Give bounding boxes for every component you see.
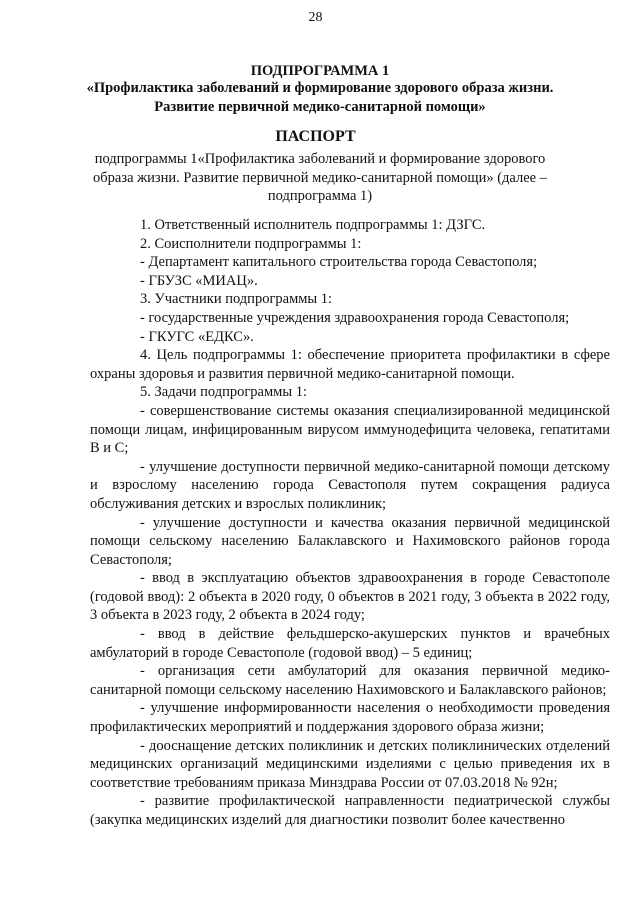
paragraph: - улучшение информированности населения о необходимости проведения профилактических мероприятий и поддержания здорового образа жизни;	[90, 700, 610, 736]
paragraph: - Департамент капитального строительства города Севастополя;	[140, 254, 538, 271]
paragraph: - улучшение доступности и качества оказания первичной медицинской помощи сельскому населению Балаклавского и Нахимовского районов города Севастополя;	[90, 514, 610, 568]
paragraph: - развитие профилактической направленности педиатрической службы (закупка медицинских изделий для диагностики позволит более качественно	[90, 793, 610, 828]
paragraph: - организация сети амбулаторий для оказания первичной медико-санитарной помощи сельскому населению Нахимовского и Балаклавского районов;	[90, 663, 610, 698]
paragraph: - ГБУЗС «МИАЦ».	[140, 272, 258, 289]
paragraph: 2. Соисполнители подпрограммы 1:	[140, 235, 362, 252]
paragraph: - ввод в эксплуатацию объектов здравоохранения в городе Севастополе (годовой ввод): 2 объекта в 2020 году, 0 объектов в 2021 году, 3 объекта в 2022 году, 3 объекта в 2023 году, 2 объекта в 2024 году;	[90, 570, 610, 624]
paragraph: 4. Цель подпрограммы 1: обеспечение приоритета профилактики в сфере охраны здоровья и развития первичной медико-санитарной помощи.	[90, 347, 610, 382]
paragraph: 5. Задачи подпрограммы 1:	[140, 384, 307, 401]
document-body	[90, 216, 610, 830]
paragraph: 3. Участники подпрограммы 1:	[140, 291, 333, 308]
passport-heading: ПАСПОРТ	[275, 128, 356, 145]
page-number: 28	[308, 10, 323, 25]
paragraph: - ввод в действие фельдшерско-акушерских пунктов и врачебных амбулаторий в городе Севастополе (годовой ввод) – 5 единиц;	[90, 626, 610, 661]
paragraph: - государственные учреждения здравоохранения города Севастополя;	[140, 309, 570, 326]
subprogram-heading: ПОДПРОГРАММА 1	[250, 63, 390, 79]
paragraph: - ГКУГС «ЕДКС».	[140, 328, 254, 345]
paragraph: - совершенствование системы оказания специализированной медицинской помощи лицам, инфицированным вирусом иммунодефицита человека, гепатитами В и С;	[90, 402, 610, 457]
paragraph: - улучшение доступности первичной медико-санитарной помощи детскому и взрослому населению города Севастополя путем сокращения радиуса обслуживания детских и взрослых поликлиник;	[90, 458, 610, 512]
paragraph: 1. Ответственный исполнитель подпрограммы 1: ДЗГС.	[140, 217, 486, 233]
subprogram-title: «Профилактика заболеваний и формирование здорового образа жизни. Развитие первичной медико-санитарной помощи»	[86, 80, 554, 115]
paragraph: - дооснащение детских поликлиник и детских поликлинических отделений медицинских организаций медицинскими изделиями с целью приведения их в соответствие требованиям приказа Минздрава России от 07.03.2018 № 92н;	[90, 737, 610, 791]
passport-description: подпрограммы 1«Профилактика заболеваний и формирование здорового образа жизни. Развитие первичной медико-санитарной помощи» (далее – подпрограмма 1)	[93, 151, 547, 204]
